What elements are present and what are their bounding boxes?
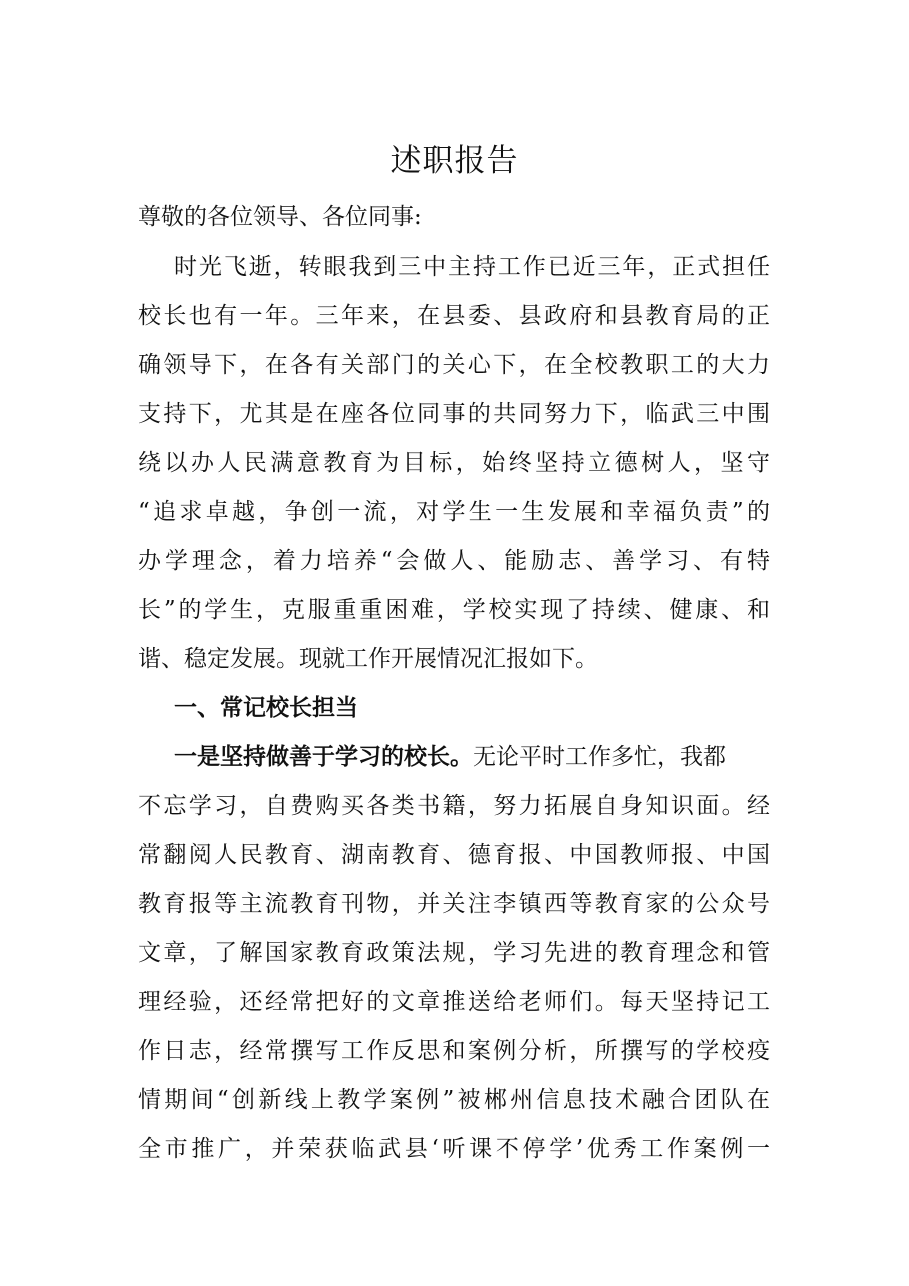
paragraph-line: 校长也有一年。三年来，在县委、县政府和县教育局的正 <box>138 303 770 329</box>
point-first-line-rest: 无论平时工作多忙，我都 <box>473 744 726 770</box>
paragraph-line: 长”的学生，克服重重困难，学校实现了持续、健康、和 <box>138 597 770 623</box>
paragraph-line: 谐、稳定发展。现就工作开展情况汇报如下。 <box>138 646 598 672</box>
paragraph-line: “追求卓越，争创一流，对学生一生发展和幸福负责”的 <box>138 499 770 525</box>
paragraph-line: 教育报等主流教育刊物，并关注李镇西等教育家的公众号 <box>138 891 770 917</box>
paragraph-line: 办学理念，着力培养“会做人、能励志、善学习、有特 <box>138 548 770 574</box>
paragraph-line: 作日志，经常撰写工作反思和案例分析，所撰写的学校疫 <box>138 1038 770 1064</box>
paragraph-line: 支持下，尤其是在座各位同事的共同努力下，临武三中围 <box>138 401 770 427</box>
paragraph-line: 确领导下，在各有关部门的关心下，在全校教职工的大力 <box>138 352 770 378</box>
point-first-line <box>174 742 726 772</box>
paragraph-line: 绕以办人民满意教育为目标，始终坚持立德树人，坚守 <box>138 450 770 476</box>
paragraph-line: 全市推广，并荣获临武县‘听课不停学’优秀工作案例一 <box>138 1136 770 1162</box>
point-lead: 一是坚持做善于学习的校长。 <box>174 743 473 770</box>
document-title: 述职报告 <box>390 143 519 179</box>
paragraph-line: 时光飞逝，转眼我到三中主持工作已近三年，正式担任 <box>174 254 770 280</box>
salutation: 尊敬的各位领导、各位同事: <box>138 204 422 230</box>
section-heading: 一、常记校长担当 <box>174 694 358 721</box>
paragraph-line: 不忘学习，自费购买各类书籍，努力拓展自身知识面。经 <box>138 793 770 819</box>
paragraph-line: 理经验，还经常把好的文章推送给老师们。每天坚持记工 <box>138 989 770 1015</box>
paragraph-line: 文章，了解国家教育政策法规，学习先进的教育理念和管 <box>138 940 770 966</box>
paragraph-line: 常翻阅人民教育、湖南教育、德育报、中国教师报、中国 <box>138 842 770 868</box>
paragraph-line: 情期间“创新线上教学案例”被郴州信息技术融合团队在 <box>138 1087 770 1113</box>
